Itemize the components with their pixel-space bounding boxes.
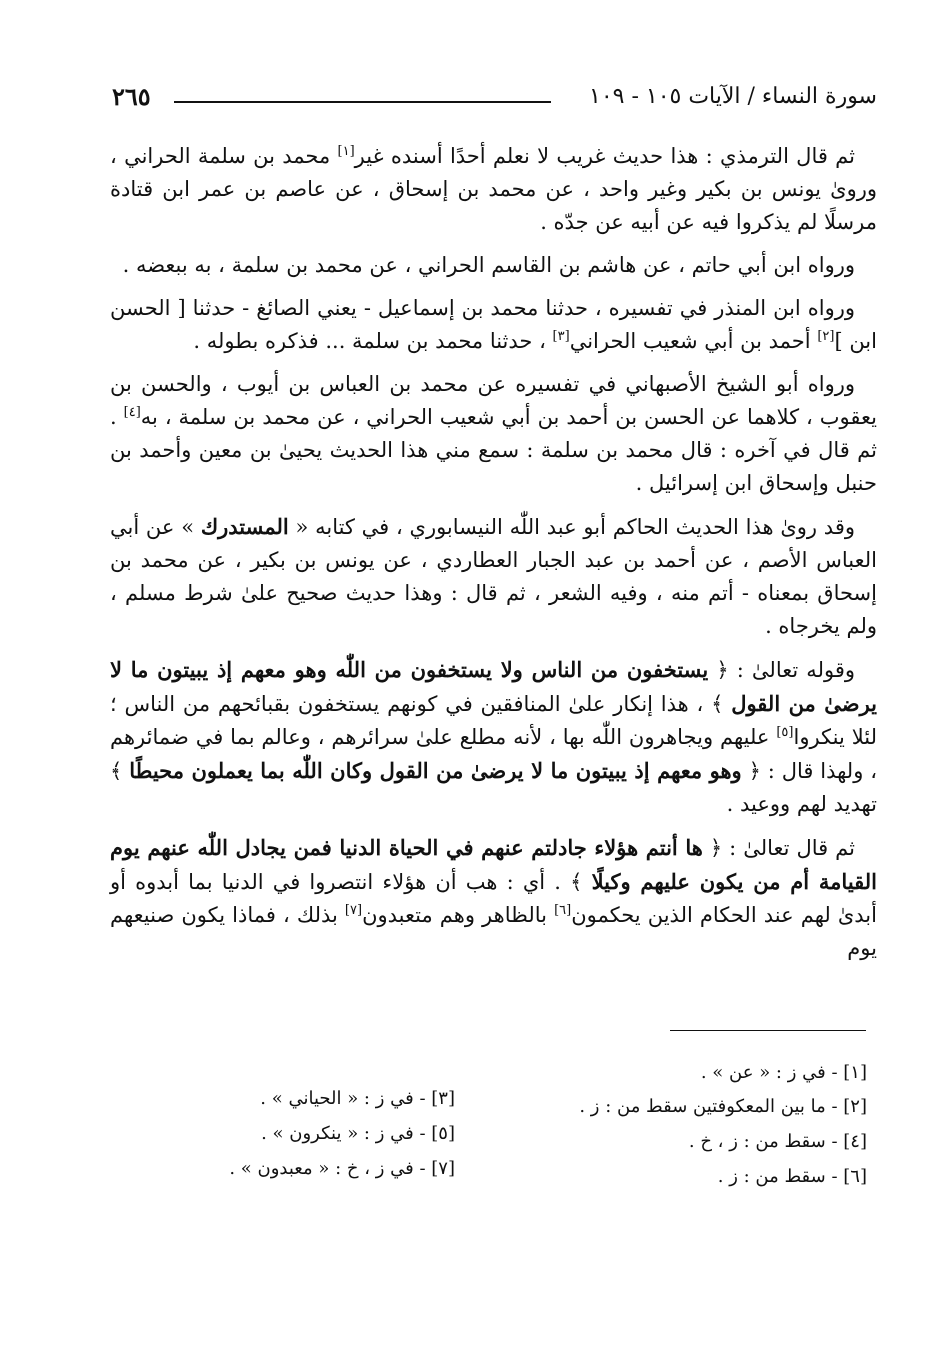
- paragraph-1: [110, 140, 877, 239]
- paragraph-2: [110, 249, 877, 282]
- quran-verse: ها أنتم هؤلاء جادلتم عنهم في الحياة الدنيا فمن يجادل اللّٰه عنهم يوم القيامة أم من يكون عليهم وكيلًا: [110, 835, 878, 894]
- book-title: المستدرك: [200, 514, 289, 539]
- text-run: ثم قال تعالىٰ : ﴿: [702, 836, 855, 860]
- text-run: ﴾ . أي : هب أن هؤلاء انتصروا في الدنيا بما أبدوه أو أبدىٰ لهم عند الحكام الذين يحكمون: [110, 870, 877, 927]
- footnote-2: [٢] - ما بين المعكوفتين سقط من : ز .: [579, 1096, 867, 1117]
- paragraph-4: [110, 368, 877, 500]
- text-run: » عن أبي العباس الأصم ، عن أحمد بن عبد الجبار العطاردي ، عن يونس بن بكير ، عن محمد بن إسحاق بمعناه - أتم منه ، وفيه الشعر ، ثم قال : وهذا حديث صحيح علىٰ شرط مسلم ، ولم يخرجاه .: [110, 515, 877, 638]
- text-run: ورواه ابن أبي حاتم ، عن هاشم بن القاسم الحراني ، عن محمد بن سلمة ، به ببعضه .: [122, 253, 855, 277]
- text-run: ﴾ ، هذا إنكار علىٰ المنافقين في كونهم يستخفون بقبائحهم من الناس ؛ لئلا ينكروا: [110, 692, 877, 749]
- footnote-6: [٦] - سقط من : ز .: [717, 1166, 867, 1187]
- footnote-ref[interactable]: [٥]: [776, 725, 794, 740]
- page-header: [112, 82, 877, 122]
- paragraph-5: [110, 510, 877, 643]
- text-run: أحمد بن أبي شعيب الحراني: [569, 329, 818, 353]
- text-run: بذلك ، فماذا يكون صنيعهم يوم: [110, 903, 877, 960]
- footnote-ref[interactable]: [٤]: [123, 405, 141, 420]
- footnote-ref[interactable]: [٦]: [554, 903, 572, 918]
- footnote-separator: [670, 1030, 866, 1031]
- text-run: ، حدثنا محمد بن سلمة ... فذكره بطوله .: [193, 329, 553, 353]
- footnote-ref[interactable]: [٧]: [344, 903, 363, 918]
- footnote-5: [٥] - في ز : « ينكرون » .: [261, 1123, 455, 1144]
- surah-title: سورة النساء / الآيات ١٠٥ - ١٠٩: [589, 84, 877, 109]
- footnote-ref[interactable]: [١]: [337, 144, 355, 159]
- main-text: [110, 140, 877, 975]
- text-run: بالظاهر وهم متعبدون: [362, 903, 555, 927]
- paragraph-3: [110, 292, 877, 358]
- text-run: ورواه ابن المنذر في تفسيره ، حدثنا محمد بن إسماعيل - يعني الصائغ - حدثنا [ الحسن ابن ]: [110, 296, 877, 353]
- footnote-3: [٣] - في ز : « الحياني » .: [260, 1088, 455, 1109]
- quran-verse: يستخفون من الناس ولا يستخفون من اللّٰه وهو معهم إذ يبيتون ما لا يرضىٰ من القول: [110, 657, 877, 716]
- footnote-7: [٧] - في ز ، خ : « معبدون » .: [229, 1158, 455, 1179]
- text-run: وقد روىٰ هذا الحديث الحاكم أبو عبد اللّٰه النيسابوري ، في كتابه «: [288, 515, 855, 539]
- text-run: ورواه أبو الشيخ الأصبهاني في تفسيره عن محمد بن العباس بن أيوب ، والحسن بن يعقوب ، كلاهما عن الحسن بن أحمد بن أبي شعيب الحراني ، عن محمد بن سلمة ، به: [110, 372, 877, 429]
- text-run: ثم قال الترمذي : هذا حديث غريب لا نعلم أحدًا أسنده غير: [354, 144, 855, 168]
- text-run: عليهم ويجاهرون اللّٰه بها ، لأنه مطلع علىٰ سرائرهم ، وعالم بما في ضمائرهم ، ولهذا قال : ﴿: [110, 725, 877, 783]
- text-run: . ثم قال في آخره : قال محمد بن سلمة : سمع مني هذا الحديث يحيىٰ بن معين وأحمد بن حنبل وإسحاق ابن إسرائيل .: [110, 405, 877, 495]
- quran-verse: وهو معهم إذ يبيتون ما لا يرضىٰ من القول وكان اللّٰه بما يعملون محيطًا: [129, 758, 742, 783]
- paragraph-6: [110, 653, 877, 821]
- text-run: محمد بن سلمة الحراني ، وروىٰ يونس بن بكير وغير واحد ، عن محمد بن إسحاق ، عن عاصم بن عمر ابن قتادة مرسلًا لم يذكروا فيه عن أبيه عن جدّه .: [110, 144, 877, 234]
- text-run: وقوله تعالىٰ : ﴿: [708, 658, 855, 682]
- footnote-4: [٤] - سقط من : ز ، خ .: [688, 1131, 867, 1152]
- header-rule: [174, 101, 551, 103]
- footnote-1: [١] - في ز : « عن » .: [700, 1062, 867, 1083]
- page-number: ٢٦٥: [112, 82, 151, 111]
- paragraph-7: [110, 831, 877, 965]
- footnote-ref[interactable]: [٢]: [817, 329, 835, 344]
- text-run: ﴾ تهديد لهم ووعيد .: [110, 759, 877, 816]
- footnote-ref[interactable]: [٣]: [552, 329, 570, 344]
